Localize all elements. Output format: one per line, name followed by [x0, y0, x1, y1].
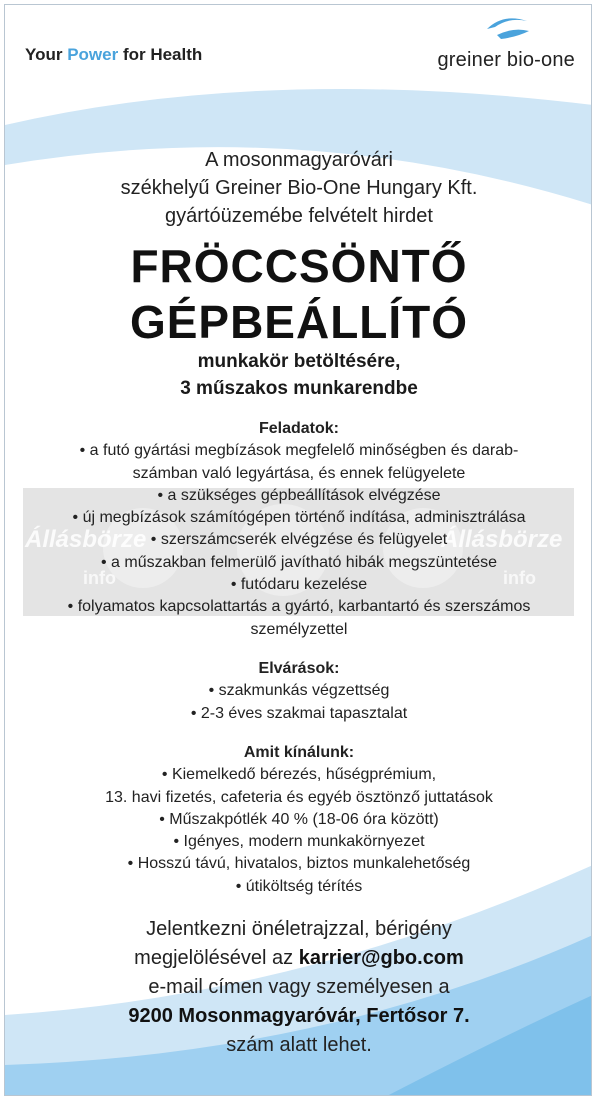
requirement-item: • szakmunkás végzettség [208, 682, 390, 700]
offer-item: • Műszakpótlék 40 % (18-06 óra között) [159, 810, 439, 828]
task-item: • szerszámcserék elvégzése és felügyelet [150, 531, 448, 549]
watermark-right-sub: info [503, 568, 536, 588]
intro-text [5, 146, 592, 230]
contact-line [5, 944, 592, 973]
task-item: • futódaru kezelése [230, 576, 368, 594]
watermark-right-text: Állásbörze [441, 526, 563, 553]
offer-item: • Kiemelkedő bérezés, hűségprémium, [161, 766, 437, 784]
offer-item: • Igényes, modern munkakörnyezet [173, 833, 425, 851]
offer-item: • Hosszú távú, hivatalos, biztos munkalehetőség [127, 855, 471, 873]
tagline [25, 45, 202, 65]
contact-line: szám alatt lehet. [226, 1034, 372, 1056]
contact-address-text: 9200 Mosonmagyaróvár, Fertősor 7. [128, 1005, 470, 1027]
watermark-left-sub: info [83, 568, 116, 588]
advertisement-frame [4, 4, 592, 1096]
task-item: személyzettel [250, 620, 348, 638]
offer-heading: Amit kínálunk: [243, 744, 355, 761]
task-item: • új megbízások számítógépen történő indítása, adminisztrálása [72, 509, 526, 527]
task-item: • a futó gyártási megbízások megfelelő minőségben és darab- [79, 442, 519, 460]
tasks-heading: Feladatok: [258, 420, 339, 437]
requirements-heading: Elvárások: [258, 660, 340, 677]
offer-item: 13. havi fizetés, cafeteria és egyéb ösztönző juttatások [105, 788, 493, 806]
subtitle-line: 3 műszakos munkarendbe [180, 378, 418, 399]
logo-swoosh-icon [483, 15, 533, 43]
requirement-item: • 2-3 éves szakmai tapasztalat [190, 704, 408, 722]
contact-line: e-mail címen vagy személyesen a [148, 976, 450, 998]
task-item: • folyamatos kapcsolattartás a gyártó, karbantartó és szerszámos [67, 598, 531, 616]
subtitle [5, 348, 592, 402]
offer-item: • útiköltség térítés [235, 877, 363, 895]
task-item: • a szükséges gépbeállítások elvégzése [157, 486, 441, 504]
tagline-part2: for Health [118, 45, 203, 64]
tasks-section [5, 418, 592, 641]
subtitle-line: munkakör betöltésére, [197, 351, 401, 372]
contact-line-text: megjelölésével az [134, 947, 299, 969]
intro-line: gyártóüzemébe felvételt hirdet [165, 205, 433, 227]
intro-line: A mosonmagyaróvári [205, 149, 393, 171]
watermark-left-text: Állásbörze [25, 526, 147, 553]
job-title-line1: FRÖCCSÖNTŐ [130, 240, 468, 292]
contact-email-link[interactable]: karrier@gbo.com [298, 947, 464, 969]
contact-line: Jelentkezni önéletrajzzal, bérigény [146, 918, 452, 940]
logo-text: greiner bio-one [437, 49, 575, 71]
job-title-line2: GÉPBEÁLLÍTÓ [129, 296, 469, 348]
intro-line: székhelyű Greiner Bio-One Hungary Kft. [120, 177, 478, 199]
task-item: számban való legyártása, és ennek felügyelete [132, 464, 466, 482]
contact-section [5, 915, 592, 1060]
tagline-accent: Power [67, 45, 119, 64]
contact-address [5, 1002, 592, 1031]
task-item: • a műszakban felmerülő javítható hibák megszüntetése [100, 553, 498, 571]
offer-section [5, 742, 592, 898]
header [5, 5, 592, 95]
tagline-part1: Your [25, 45, 68, 64]
requirements-section [5, 658, 592, 725]
